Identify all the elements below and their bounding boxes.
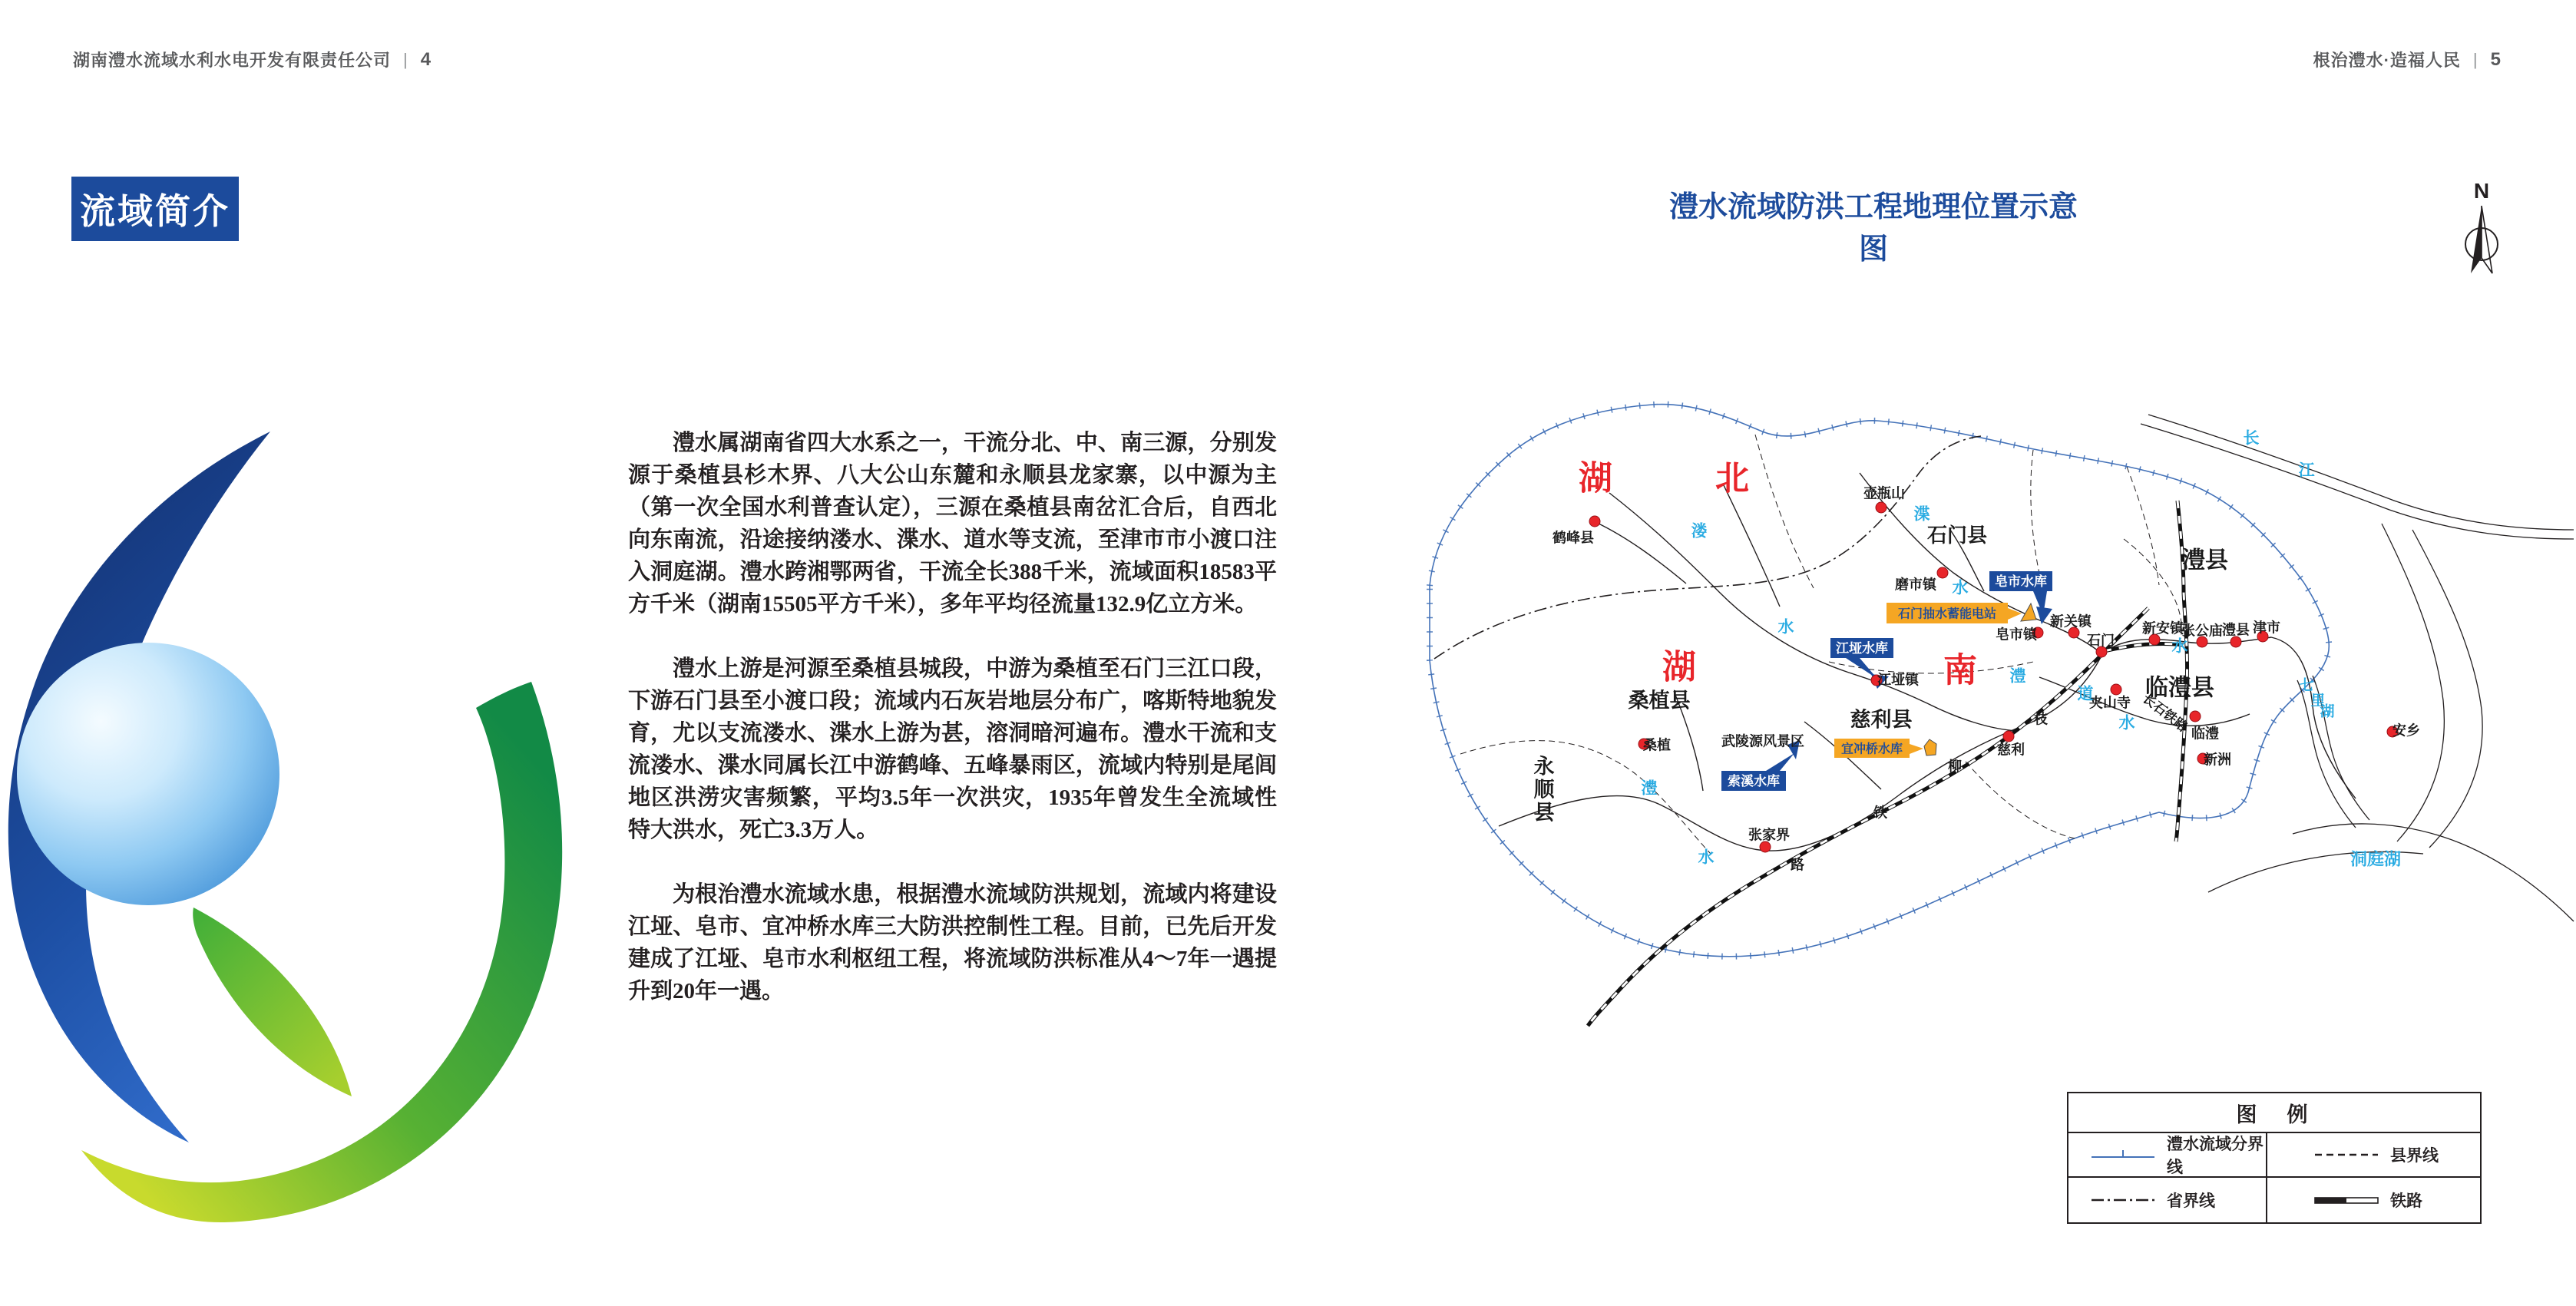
paragraph: 为根治澧水流域水患，根据澧水流域防洪规划，流域内将建设江垭、皂市、宜冲桥水库三大防洪控制性工程。目前，已先后开发建成了江垭、皂市水利枢纽工程，将流域防洪标准从4～7年一遇提升到20年一遇。 [628,882,1277,1003]
map-label-county: 慈利县 [1850,708,1913,732]
map-label-town: 磨市镇 [1895,577,1936,593]
map-label-town: 临澧 [2191,726,2219,742]
map-label-town: 张家界 [1748,827,1790,843]
railway-lines [1588,501,2187,1026]
map-label-river: 水 [1952,579,1969,597]
map-label-town: 皂市镇 [1996,627,2037,643]
body-text [628,427,1277,1040]
map-label-rail: 长石铁路 [2140,690,2191,735]
legend-label: 省界线 [2167,1192,2215,1210]
callout-label: 石门抽水蓄能电站 [1897,607,1997,621]
map-label-river: 湖 [2320,703,2335,720]
city-dot [1589,516,1600,527]
map-label-province: 湖 [1579,459,1612,498]
compass-needle-icon [2471,206,2482,273]
city-dot [2230,636,2241,647]
map-label-river: 水 [1777,618,1794,636]
map-label-county: 顺 [1533,778,1555,802]
section-title: 流域简介 [71,177,239,241]
map-label-river: 道 [2077,685,2094,703]
map-label-river: 溇 [1691,522,1708,541]
map-label-river: 七 [2299,677,2314,694]
city-dot [1760,841,1771,852]
map-label-town: 新安镇 [2142,620,2184,636]
header-divider: | [2472,49,2478,69]
map-label-river: 渫 [1913,505,1930,524]
map-label-province: 北 [1715,459,1749,498]
basin-boundary-symbol-icon [2090,1149,2156,1161]
legend-item-province-line [2068,1178,2267,1222]
right-page-header [2313,48,2502,71]
map-label-county: 临澧县 [2145,675,2214,701]
map-label-county: 澧县 [2182,547,2228,574]
legend-item-basin-boundary [2068,1133,2267,1176]
company-name: 湖南澧水流域水利水电开发有限责任公司 [73,51,392,70]
company-logo [0,415,660,1198]
callout-pointer [1910,744,1923,754]
header-divider: | [403,49,408,69]
slogan: 根治澧水·造福人民 [2313,51,2461,70]
paragraph: 澧水属湖南省四大水系之一，干流分北、中、南三源，分别发源于桑植县杉木界、八大公山东麓和永顺县龙家寨，以中源为主（第一次全国水利普查认定），三源在桑植县南岔汇合后，自西北向东南流，沿途接纳溇水、渫水、道水等支流，至津市市小渡口注入洞庭湖。澧水跨湘鄂两省，干流全长388千米，流域面积18583平方千米（湖南15505平方千米），多年平均径流量132.9亿立方米。 [628,431,1277,617]
map-label-province: 南 [1943,651,1977,689]
map-label-rail: 铁 [1873,805,1887,821]
city-dot [2190,711,2201,722]
legend-item-railway [2267,1178,2480,1222]
map-label-town: 新关镇 [2050,613,2092,630]
map-label-town: 安乡 [2392,722,2420,739]
right-page-number: 5 [2490,48,2502,70]
city-dot [1876,502,1887,513]
map-label-town: 慈利 [1997,742,2025,758]
map-label-town: 江垭镇 [1877,672,1919,688]
map-label-scenic: 武陵源风景区 [1721,733,1804,749]
logo-water-drop [17,643,279,905]
city-dot [2111,684,2121,695]
map-label-river: 澧 [1641,779,1658,798]
map-label-county: 石门县 [1926,524,1988,547]
map-label-province: 湖 [1662,648,1696,686]
callout-label: 宜冲桥水库 [1840,742,1903,756]
map-label-rail: 路 [1791,857,1804,873]
left-page-header [73,48,432,71]
map-label-town: 鹤峰县 [1553,530,1594,546]
map-legend [2067,1092,2482,1224]
yichongqiao-reservoir-icon [1924,739,1936,755]
railway-symbol-icon [2313,1194,2379,1206]
map-label-river: 江 [2298,461,2315,480]
legend-label: 县界线 [2390,1147,2439,1165]
map-label-town: 桑植 [1643,737,1671,753]
province-line-symbol-icon [2090,1194,2156,1206]
map-label-river: 澧 [2009,667,2026,686]
map-label-river: 水 [2171,637,2188,656]
map-label-rail: 柳 [1948,759,1962,775]
map-label-county: 桑植县 [1628,689,1691,713]
map-label-town: 夹山寺 [2089,695,2131,711]
map-label-river: 水 [2118,714,2135,732]
legend-title: 图 例 [2068,1093,2480,1133]
map-label-town: 石门 [2087,633,2115,649]
compass [2465,179,2498,273]
callout-pointer [2008,608,2022,620]
callout-label: 索溪水库 [1728,774,1780,789]
map-label-town: 新洲 [2204,752,2231,768]
map-label-river: 水 [1698,848,1715,867]
compass-north-label: N [2473,179,2490,203]
map-label-town: 壶瓶山 [1863,485,1905,501]
map-label-river: 洞庭湖 [2349,849,2402,869]
callout-label: 江垭水库 [1836,641,1888,656]
map-labels [1534,429,2421,872]
city-dot [2003,731,2014,742]
legend-item-county-line [2267,1133,2480,1176]
map-label-river: 里 [2310,693,2326,709]
map-label-town: 澧县 [2222,622,2250,638]
map-label-river: 长 [2243,429,2260,448]
city-dot [1937,567,1948,578]
city-dots [1589,502,2398,852]
map-label-rail: 枝 [2034,711,2048,727]
map-label-town: 张公庙 [2181,623,2223,639]
callout-pointer [1766,753,1794,771]
callout-label: 皂市水库 [1995,574,2047,589]
legend-label: 澧水流域分界线 [2167,1136,2264,1176]
logo-inner-green-wave [193,908,352,1096]
map-label-town: 津市 [2253,620,2280,636]
map-label-county: 县 [1533,801,1555,825]
legend-label: 铁路 [2390,1192,2422,1210]
map-label-county: 永 [1533,755,1555,779]
callout-pointer [1846,658,1877,679]
compass-needle-icon [2482,206,2492,273]
map-title: 澧水流域防洪工程地理位置示意图 [1668,191,2078,266]
left-page-number: 4 [420,48,432,70]
county-boundary-lines [1460,435,2181,854]
county-line-symbol-icon [2313,1149,2379,1161]
province-boundary-line [1434,436,1981,659]
paragraph: 澧水上游是河源至桑植县城段，中游为桑植至石门三江口段，下游石门县至小渡口段；流域内石灰岩地层分布广，喀斯特地貌发育，尤以支流溇水、渫水上游为甚，溶洞暗河遍布。澧水干流和支流溇水、渫水同属长江中游鹤峰、五峰暴雨区，流域内特别是尾闾地区洪涝灾害频繁，平均3.5年一次洪灾，1935年曾发生全流域性特大洪水，死亡3.3万人。 [628,656,1277,842]
